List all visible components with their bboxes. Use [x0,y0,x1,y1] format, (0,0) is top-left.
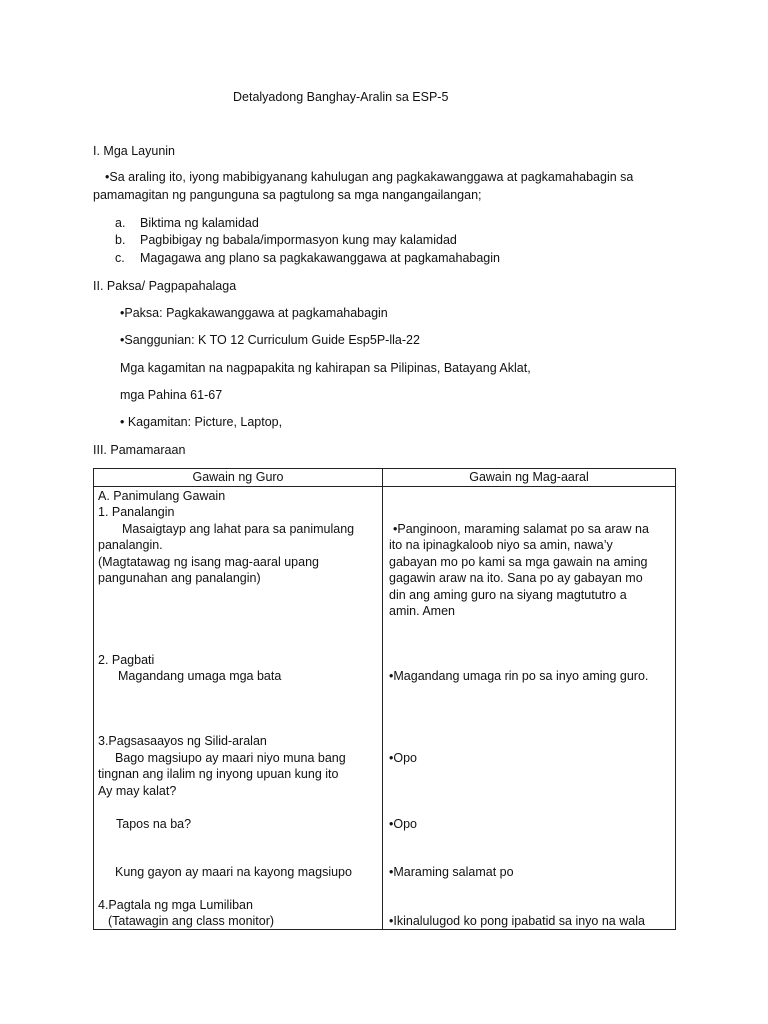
guro-cell [94,487,383,930]
item-text: Magagawa ang plano sa pagkakawanggawa at pagkamahabagin [140,251,500,265]
objective-item-b [115,232,457,248]
objective-item-a [115,215,259,231]
guro-line: Kung gayon ay maari na kayong magsiupo [115,865,352,879]
guro-line: Bago magsiupo ay maari niyo muna bang [115,751,346,765]
section-heading-layunin: I. Mga Layunin [93,144,175,158]
item-marker: b. [115,233,126,247]
guro-line: (Magtatawag ng isang mag-aaral upang [98,555,319,569]
guro-line: pangunahan ang panalangin) [98,571,261,585]
paksa-line: •Paksa: Pagkakawanggawa at pagkamahabagin [120,306,388,320]
document-title: Detalyadong Banghay-Aralin sa ESP-5 [233,90,449,104]
guro-line: 2. Pagbati [98,653,155,667]
magaaral-line: •Opo [389,751,418,765]
sanggunian-line: •Sanggunian: K TO 12 Curriculum Guide Esp5P-lla-22 [120,333,420,347]
guro-line: Ay may kalat? [98,784,177,798]
guro-line: (Tatawagin ang class monitor) [108,914,275,928]
magaaral-line: •Opo [389,817,418,831]
lesson-table [93,468,676,930]
guro-line: A. Panimulang Gawain [98,489,226,503]
kagamitan-pages-line: mga Pahina 61-67 [120,388,223,402]
kagamitan-description-line: Mga kagamitan na nagpapakita ng kahirapan sa Pilipinas, Batayang Aklat, [120,361,531,375]
header-guro: Gawain ng Guro [94,469,383,487]
guro-line: tingnan ang ilalim ng inyong upuan kung ito [98,767,339,781]
magaaral-cell [383,487,676,930]
magaaral-line: ito na ipinagkaloob niyo sa amin, nawa’y [389,538,613,552]
magaaral-line: •Ikinalulugod ko pong ipabatid sa inyo na wala [389,914,645,928]
magaaral-line: •Magandang umaga rin po sa inyo aming guro. [389,669,649,683]
paragraph-line: •Sa araling ito, iyong mabibigyanang kahulugan ang pagkakawanggawa at pagkamahabagin sa [105,170,634,184]
item-text: Pagbibigay ng babala/impormasyon kung may kalamidad [140,233,457,247]
guro-line: 3.Pagsasaayos ng Silid-aralan [98,734,267,748]
kagamitan-line: • Kagamitan: Picture, Laptop, [120,415,283,429]
item-marker: a. [115,216,126,230]
magaaral-line: •Maraming salamat po [389,865,514,879]
magaaral-line: gagawin araw na ito. Sana po ay gabayan mo [389,571,643,585]
layunin-paragraph [93,168,683,204]
header-magaaral: Gawain ng Mag-aaral [383,469,676,487]
guro-line: panalangin. [98,538,163,552]
section-heading-pamamaraan: III. Pamamaraan [93,443,186,457]
magaaral-line: din ang aming guro na siyang magtututro a [389,588,627,602]
guro-line: 1. Panalangin [98,505,175,519]
magaaral-line: gabayan mo po kami sa mga gawain na aming [389,555,648,569]
guro-line: Tapos na ba? [116,817,192,831]
table-row [94,487,676,930]
table-header-row [94,469,676,487]
guro-line: Magandang umaga mga bata [118,669,282,683]
paragraph-line: pamamagitan ng pangunguna sa pagtulong sa mga nangangailangan; [93,188,482,202]
item-marker: c. [115,251,125,265]
objective-item-c [115,250,500,266]
item-text: Biktima ng kalamidad [140,216,259,230]
guro-line: 4.Pagtala ng mga Lumiliban [98,898,253,912]
section-heading-paksa: II. Paksa/ Pagpapahalaga [93,279,237,293]
magaaral-line: •Panginoon, maraming salamat po sa araw na [393,522,649,536]
guro-line: Masaigtayp ang lahat para sa panimulang [122,522,355,536]
magaaral-line: amin. Amen [389,604,456,618]
